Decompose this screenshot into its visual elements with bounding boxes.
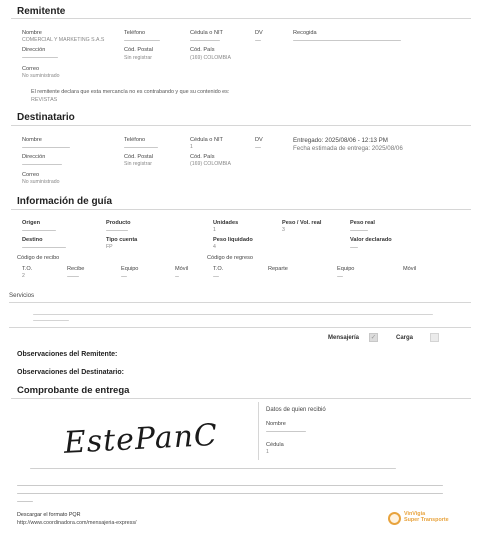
- vigia-brand-name: VinVigia: [404, 511, 426, 517]
- sender-pickup-value-illegible: [293, 40, 401, 41]
- sender-divider: [11, 18, 471, 19]
- service-messaging-label: Mensajería: [328, 335, 360, 341]
- receiver-name-value-illegible: [266, 431, 306, 432]
- sender-pickup-label: Recogida: [293, 30, 317, 36]
- guide-units-label: Unidades: [213, 220, 239, 226]
- services-fine-print-line-2: [33, 320, 69, 321]
- recipient-divider: [11, 125, 471, 126]
- return-col-to: T.O.: [213, 266, 224, 272]
- services-fine-print-line-1: [33, 314, 433, 315]
- guide-route-label: Tipo cuenta: [106, 237, 138, 243]
- sender-email-label: Correo: [22, 66, 40, 72]
- recipient-postal-label: Cód. Postal: [124, 154, 153, 160]
- recipient-delivered-value: 2025/08/06 - 12:13 PM: [325, 137, 388, 144]
- services-divider-2: [9, 327, 471, 328]
- pqr-fine-print-line-2: [17, 493, 443, 494]
- vigia-brand: [404, 511, 449, 523]
- receipt-val-movil-illegible: [175, 276, 179, 277]
- sender-document-label: Cédula o NIT: [190, 30, 223, 36]
- recipient-phone-label: Teléfono: [124, 137, 146, 143]
- recipient-estimated-value: 2025/08/06: [371, 145, 403, 152]
- sender-phone-label: Teléfono: [124, 30, 146, 36]
- proof-fine-print-line: [30, 468, 396, 469]
- return-col-equipo: Equipo: [337, 266, 355, 272]
- sender-email-value: No suministrado: [22, 73, 60, 79]
- guide-title: Información de guía: [17, 196, 113, 207]
- sender-declaration: [31, 88, 281, 104]
- sender-name-value: COMERCIAL Y MARKETING S.A.S: [22, 37, 105, 43]
- guide-declared-label: Valor declarado: [350, 237, 392, 243]
- guide-return-code-label: Código de regreso: [207, 255, 254, 261]
- guide-weight-label: Peso / Vol. real: [282, 220, 322, 226]
- guide-route-value: FP: [106, 244, 113, 250]
- recipient-document-label: Cédula o NIT: [190, 137, 223, 143]
- sender-address-value-illegible: [22, 57, 58, 58]
- recipient-estimated: [293, 145, 403, 152]
- sender-country-value: (169) COLOMBIA: [190, 55, 231, 61]
- return-col-reparte: Reparte: [268, 266, 288, 272]
- guide-liquidated-value: 4: [213, 244, 216, 250]
- receiver-id-value: 1: [266, 449, 269, 455]
- guide-units-value: 1: [213, 227, 216, 233]
- recipient-delivered-label: Entregado:: [293, 137, 324, 144]
- return-val-equipo-illegible: [337, 276, 343, 277]
- services-divider: [9, 302, 471, 303]
- receiver-id-label: Cédula: [266, 442, 284, 448]
- receipt-val-recibe-illegible: [67, 276, 79, 277]
- recipient-postal-value: Sin registrar: [124, 161, 152, 167]
- recipient-delivered: [293, 137, 388, 144]
- sender-declaration-text: El remitente declara que esta mercancía no es contrabando y que su contenido es:: [31, 89, 230, 95]
- receipt-col-to: T.O.: [22, 266, 33, 272]
- receiver-name-label: Nombre: [266, 421, 286, 427]
- signature-text: EstePanC: [62, 417, 219, 461]
- recipient-phone-value-illegible: [124, 147, 158, 148]
- recipient-document-value: 1: [190, 144, 193, 150]
- recipient-country-label: Cód. País: [190, 154, 215, 160]
- receipt-col-recibe: Recibe: [67, 266, 85, 272]
- proof-divider: [11, 398, 471, 399]
- guide-product-value-illegible: [106, 230, 128, 231]
- sender-phone-value-illegible: [124, 40, 160, 41]
- recipient-address-value-illegible: [22, 164, 62, 165]
- receipt-val-equipo-illegible: [121, 276, 127, 277]
- pqr-fine-print-line-3: [17, 501, 33, 502]
- receipt-col-movil: Móvil: [175, 266, 189, 272]
- guide-declared-value-illegible: [350, 247, 358, 248]
- guide-product-label: Producto: [106, 220, 131, 226]
- recipient-email-label: Correo: [22, 172, 40, 178]
- services-title: Servicios: [9, 292, 35, 299]
- return-val-to-illegible: [213, 276, 219, 277]
- vigia-logo-icon: [388, 512, 401, 525]
- vigia-brand-sub: Super Transporte: [404, 517, 449, 523]
- sender-title: Remitente: [17, 6, 66, 17]
- proof-title: Comprobante de entrega: [17, 385, 130, 396]
- guide-divider: [11, 209, 471, 210]
- sender-declaration-value: REVISTAS: [31, 97, 58, 103]
- receipt-col-equipo: Equipo: [121, 266, 139, 272]
- guide-origin-label: Origen: [22, 220, 41, 226]
- sender-name-label: Nombre: [22, 30, 42, 36]
- recipient-name-label: Nombre: [22, 137, 42, 143]
- observations-recipient-label: Observaciones del Destinatario:: [17, 369, 124, 376]
- guide-origin-value-illegible: [22, 230, 56, 231]
- guide-real-weight-value-illegible: [350, 230, 368, 231]
- sender-postal-label: Cód. Postal: [124, 47, 153, 53]
- proof-vertical-divider: [258, 402, 259, 460]
- guide-real-weight-label: Peso real: [350, 220, 375, 226]
- guide-destination-label: Destino: [22, 237, 43, 243]
- pqr-fine-print-line-1: [17, 485, 443, 486]
- receiver-title: Datos de quien recibió: [266, 407, 326, 413]
- sender-country-label: Cód. País: [190, 47, 215, 53]
- download-pqr-link[interactable]: http://www.coordinadora.com/mensajeria-express/: [17, 520, 137, 526]
- sender-address-label: Dirección: [22, 47, 46, 53]
- recipient-title: Destinatario: [17, 112, 75, 123]
- sender-dv-label: DV: [255, 30, 263, 36]
- guide-weight-value: 3: [282, 227, 285, 233]
- recipient-email-value: No suministrado: [22, 179, 60, 185]
- sender-postal-value: Sin registrar: [124, 55, 152, 61]
- recipient-name-value-illegible: [22, 147, 70, 148]
- download-pqr-label: Descargar el formato PQR: [17, 512, 81, 518]
- recipient-country-value: (169) COLOMBIA: [190, 161, 231, 167]
- signature-drawing: [58, 414, 219, 464]
- receipt-val-to: 2: [22, 273, 25, 279]
- recipient-estimated-label: Fecha estimada de entrega:: [293, 145, 371, 152]
- recipient-dv-label: DV: [255, 137, 263, 143]
- recipient-address-label: Dirección: [22, 154, 46, 160]
- observations-sender-label: Observaciones del Remitente:: [17, 351, 118, 358]
- sender-document-value-illegible: [190, 40, 220, 41]
- guide-receipt-code-label: Código de recibo: [17, 255, 60, 261]
- recipient-dv-value-illegible: [255, 147, 261, 148]
- guide-liquidated-label: Peso liquidado: [213, 237, 253, 243]
- service-cargo-checkbox[interactable]: [430, 333, 439, 342]
- service-cargo-label: Carga: [396, 335, 414, 341]
- service-messaging-checkbox[interactable]: ✓: [370, 334, 377, 341]
- guide-destination-value-illegible: [22, 247, 66, 248]
- sender-dv-value-illegible: [255, 40, 261, 41]
- return-col-movil: Móvil: [403, 266, 417, 272]
